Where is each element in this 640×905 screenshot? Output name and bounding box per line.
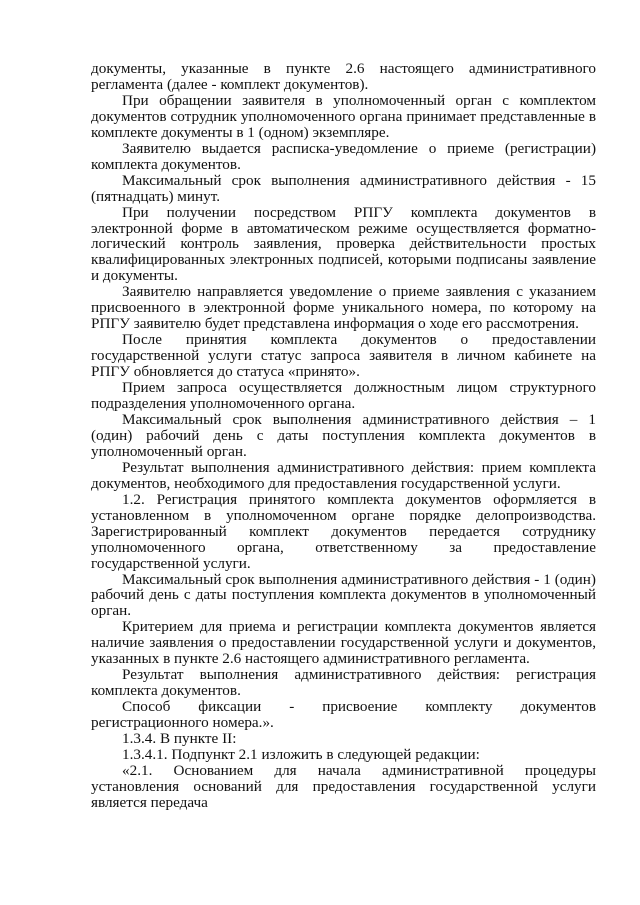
paragraph-clause-1-3-4: 1.3.4. В пункте II: <box>122 730 237 748</box>
paragraph-electronic-submission: При получении посредством РПГУ комплекта документов в электронной форме в автоматическом режиме осуществляется форматно-логический контроль заявления, проверка действительности простых квалифицированных электронных подписей, которыми подписаны заявление и документы. <box>91 203 596 285</box>
paragraph-notification-unique-number: Заявителю направляется уведомление о приеме заявления с указанием присвоенного в электронной форме уникального номера, по которому на РПГУ заявителю будет представлена информация о ходе его рассмотрения. <box>91 283 596 333</box>
paragraph-max-time-1-day-registration: Максимальный срок выполнения административного действия - 1 (один) рабочий день с даты поступления комплекта документов в уполномоченный орган. <box>91 570 596 620</box>
paragraph-fixation-method: Способ фиксации - присвоение комплекту документов регистрационного номера.». <box>91 698 596 732</box>
paragraph-continuation: документы, указанные в пункте 2.6 настоящего административного регламента (далее - комплект документов). <box>91 60 596 93</box>
document-body <box>91 61 596 811</box>
paragraph-clause-1-3-4-1: 1.3.4.1. Подпункт 2.1 изложить в следующей редакции: <box>122 745 480 763</box>
paragraph-result-acceptance: Результат выполнения административного действия: прием комплекта документов, необходимого для предоставления государственной услуги. <box>91 458 596 492</box>
paragraph-max-time-1-day: Максимальный срок выполнения административного действия – 1 (один) рабочий день с даты поступления комплекта документов в уполномоченный орган. <box>91 410 596 460</box>
paragraph-criterion: Критерием для приема и регистрации комплекта документов является наличие заявления о предоставлении государственной услуги и документов, указанных в пункте 2.6 настоящего административного регламента. <box>91 618 596 668</box>
paragraph-receipt-notice: Заявителю выдается расписка-уведомление о приеме (регистрации) комплекта документов. <box>91 139 596 173</box>
paragraph-result-registration: Результат выполнения административного действия: регистрация комплекта документов. <box>91 666 596 700</box>
paragraph-request-acceptance: Прием запроса осуществляется должностным лицом структурного подразделения уполномоченного органа. <box>91 379 596 413</box>
paragraph-registration: 1.2. Регистрация принятого комплекта документов оформляется в установленном в уполномоченном органе порядке делопроизводства. Зарегистрированный комплект документов передается сотруднику уполномоченного органа, ответственному за предоставление государственной услуги. <box>91 490 596 572</box>
paragraph-clause-2-1: «2.1. Основанием для начала административной процедуры установления оснований для предоставления государственной услуги является передача <box>91 761 596 811</box>
paragraph-max-time-15-min: Максимальный срок выполнения административного действия - 15 (пятнадцать) минут. <box>91 171 596 205</box>
paragraph-status-update: После принятия комплекта документов о предоставлении государственной услуги статус запроса заявителя в личном кабинете на РПГУ обновляется до статуса «принято». <box>91 331 596 381</box>
paragraph-submission-in-person: При обращении заявителя в уполномоченный орган с комплектом документов сотрудник уполномоченного органа принимает представленные в комплекте документы в 1 (одном) экземпляре. <box>91 91 596 141</box>
